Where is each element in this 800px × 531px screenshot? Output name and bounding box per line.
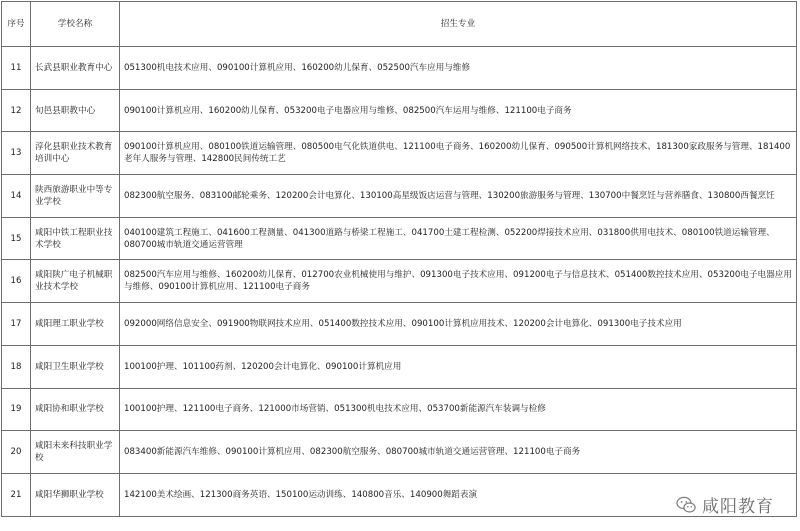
table-row	[2, 47, 797, 90]
table-row	[2, 89, 797, 132]
row-school: 咸阳陕广电子机械职业技术学校	[31, 260, 120, 303]
row-school: 咸阳华狮职业学校	[31, 473, 120, 516]
row-majors: 090100计算机应用、160200幼儿保育、053200电子电器应用与维修、082500汽车运用与维修、121100电子商务	[120, 89, 797, 132]
watermark-text: 咸阳教育	[702, 497, 774, 517]
row-school: 咸阳卫生职业学校	[31, 345, 120, 388]
watermark	[676, 492, 774, 517]
row-num: 13	[2, 132, 31, 175]
row-school: 长武县职业教育中心	[31, 47, 120, 90]
row-majors: 051300机电技术应用、090100计算机应用、160200幼儿保育、052500汽车应用与维修	[120, 47, 797, 90]
row-majors: 082300航空服务、083100邮轮乘务、120200会计电算化、130100高星级饭店运营与管理、130200旅游服务与管理、130700中餐烹饪与营养膳食、130800西餐烹饪	[120, 175, 797, 218]
row-num: 12	[2, 89, 31, 132]
row-school: 旬邑县职教中心	[31, 89, 120, 132]
enrollment-table	[1, 1, 797, 517]
row-majors: 142100美术绘画、121300商务英语、150100运动训练、140800音乐、140900舞蹈表演	[120, 473, 797, 516]
table-row	[2, 345, 797, 388]
row-num: 19	[2, 388, 31, 431]
table-row	[2, 431, 797, 474]
header-majors: 招生专业	[120, 2, 797, 47]
table-row	[2, 132, 797, 175]
table-header-row	[2, 2, 797, 47]
row-num: 20	[2, 431, 31, 474]
table-row	[2, 388, 797, 431]
row-school: 咸阳中铁工程职业技术学校	[31, 217, 120, 260]
table-row	[2, 175, 797, 218]
row-majors: 082500汽车应用与维修、160200幼儿保育、012700农业机械使用与维护、091300电子技术应用、091200电子与信息技术、051400数控技术应用、053200电子电器应用与维修、090100计算机应用、121100电子商务	[120, 260, 797, 303]
row-num: 21	[2, 473, 31, 516]
row-majors: 100100护理、121100电子商务、121000市场营销、051300机电技术应用、053700新能源汽车装调与检修	[120, 388, 797, 431]
row-num: 11	[2, 47, 31, 90]
row-num: 15	[2, 217, 31, 260]
table-row	[2, 303, 797, 346]
row-majors: 090100计算机应用、080100铁道运输管理、080500电气化铁道供电、121100电子商务、160200幼儿保育、090500计算机网络技术、181300家政服务与管理、181400老年人服务与管理、142800民间传统工艺	[120, 132, 797, 175]
row-num: 17	[2, 303, 31, 346]
header-school: 学校名称	[31, 2, 120, 47]
row-school: 咸阳未来科技职业学校	[31, 431, 120, 474]
row-majors: 100100护理、101100药剂、120200会计电算化、090100计算机应用	[120, 345, 797, 388]
row-school: 咸阳协和职业学校	[31, 388, 120, 431]
row-majors: 092000网络信息安全、091900物联网技术应用、051400数控技术应用、090100计算机应用技术、120200会计电算化、091300电子技术应用	[120, 303, 797, 346]
table-row	[2, 260, 797, 303]
row-school: 咸阳理工职业学校	[31, 303, 120, 346]
row-majors: 040100建筑工程施工、041600工程测量、041300道路与桥梁工程施工、041700土建工程检测、052200焊接技术应用、031800供用电技术、080100铁道运输管理、080700城市轨道交通运营管理	[120, 217, 797, 260]
table-row	[2, 217, 797, 260]
header-num: 序号	[2, 2, 31, 47]
row-school: 陕西旅游职业中等专业学校	[31, 175, 120, 218]
row-num: 16	[2, 260, 31, 303]
row-num: 14	[2, 175, 31, 218]
wechat-icon	[676, 496, 696, 514]
row-num: 18	[2, 345, 31, 388]
row-school: 淳化县职业技术教育培训中心	[31, 132, 120, 175]
row-majors: 083400新能源汽车维修、090100计算机应用、082300航空服务、080700城市轨道交通运营管理、121100电子商务	[120, 431, 797, 474]
